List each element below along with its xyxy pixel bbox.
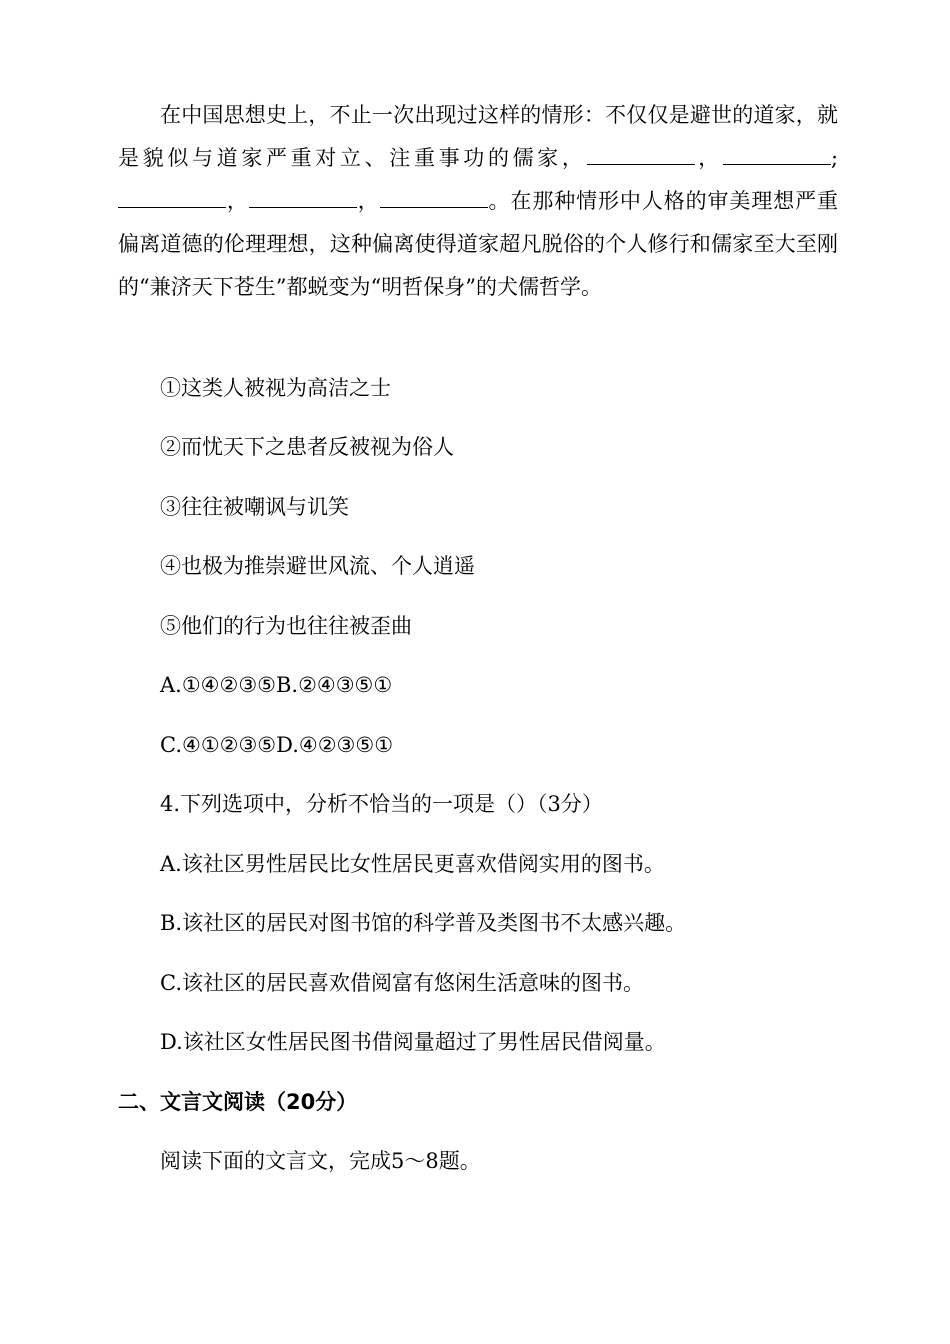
passage-text-1: 在中国思想史上，不止一次出现过这样的情形：不仅仅是避世的道家，就是貌似与道家严重对立、注重事功的儒家， (118, 103, 838, 170)
sentence-2: ②而忧天下之患者反被视为俗人 (160, 435, 454, 459)
question-4-option-d: D.该社区女性居民图书借阅量超过了男性居民借阅量。 (160, 1030, 666, 1054)
question-4-option-c: C.该社区的居民喜欢借阅富有悠闲生活意味的图书。 (160, 971, 644, 995)
passage-paragraph: 在中国思想史上，不止一次出现过这样的情形：不仅仅是避世的道家，就是貌似与道家严重对立、注重事功的儒家， ， ;， ， 。在那种情形中人格的审美理想严重偏离道德的伦理理想，这种偏离使得道家超凡脱俗的个人修行和儒家至大至刚的“兼济天下苍生”都蜕变为“明哲保身”的犬儒哲学。 (118, 103, 839, 299)
sentence-5: ⑤他们的行为也往往被歪曲 (160, 614, 412, 638)
option-line-cd: C.④①②③⑤D.④②③⑤① (160, 733, 394, 757)
answer-blank-1[interactable] (587, 144, 695, 165)
sentence-3: ③往往被嘲讽与讥笑 (160, 495, 349, 519)
sentence-1: ①这类人被视为高洁之士 (160, 376, 391, 400)
section-2-instruction: 阅读下面的文言文，完成5～8题。 (160, 1149, 481, 1173)
answer-blank-4[interactable] (249, 187, 357, 208)
passage-text-2: 。在那种情形中人格的审美理想严重偏离道德的伦理理想，这种偏离使得道家超凡脱俗的个人修行和儒家至大至刚的“兼济天下苍生”都蜕变为“明哲保身”的犬儒哲学。 (118, 189, 839, 299)
question-4-stem: 4.下列选项中，分析不恰当的一项是（）（3分） (160, 792, 603, 816)
option-line-ab: A.①④②③⑤B.②④③⑤① (160, 673, 393, 697)
answer-blank-3[interactable] (118, 187, 226, 208)
section-2-heading: 二、文言文阅读（20分） (118, 1090, 358, 1114)
answer-blank-5[interactable] (380, 187, 488, 208)
question-4-option-a: A.该社区男性居民比女性居民更喜欢借阅实用的图书。 (160, 852, 665, 876)
answer-blank-2[interactable] (723, 144, 831, 165)
question-4-option-b: B.该社区的居民对图书馆的科学普及类图书不太感兴趣。 (160, 911, 687, 935)
sentence-4: ④也极为推崇避世风流、个人逍遥 (160, 554, 475, 578)
